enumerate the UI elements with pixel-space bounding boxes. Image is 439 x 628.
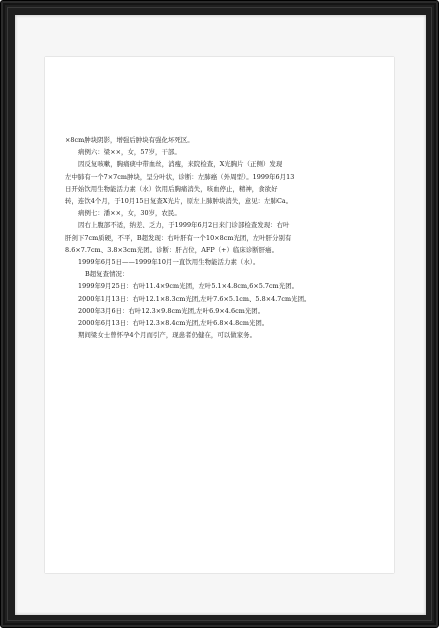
text-line: ×8cm肿块阴影，增强后肿块有强化坏死区。 <box>65 136 194 144</box>
text-line: 肝剑下7cm质硬，不平，B超发现：右叶肝有一个10×8cm光团，左叶肝分别有 <box>65 233 292 242</box>
text-line: 2000年6月13日：右叶12.3×8.4cm光团,左叶6.8×4.8cm光团。 <box>78 319 269 328</box>
document-body <box>65 134 377 341</box>
text-line: 8.6×7.7cm、3.8×3cm光团。诊断：肝占位，AFP（+）临床诊断肝癌。 <box>65 245 279 254</box>
text-line: 2000年1月13日：右叶12.1×8.3cm光团,左叶7.6×5.1cm、5.8×4.7cm光团。 <box>78 294 311 303</box>
text-line: 1999年6月5日——1999年10月一直饮用生物能活力素（水）。 <box>78 258 260 267</box>
text-line: B超复查情况： <box>85 270 129 279</box>
text-line: 期间梁女士曾怀孕4个月而引产，现患者仍健在，可以做家务。 <box>78 331 257 340</box>
text-line: 因反复咳嗽，胸痛痰中带血丝，消瘦，来院检查，X光胸片（正侧）发现 <box>78 160 283 169</box>
text-line: 1999年9月25日：右叶11.4×9cm光团，左叶5.1×4.8cm,6×5.7cm光团。 <box>78 282 299 291</box>
text-line: 转，连饮4个月，于10月15日复查X光片，原左上肺肿块消失，意见：左肺Ca。 <box>65 197 293 206</box>
document-page <box>45 57 394 573</box>
text-line: 病例七：潘××，女，30岁，农民。 <box>78 209 181 218</box>
text-line: 2000年3月6日：右叶12.3×9.8cm光团,左叶6.9×4.6cm光团。 <box>78 306 265 315</box>
text-line: 日开始饮用生物能活力素（水）饮用后胸痛消失，咳血停止，精神，食欲好 <box>65 184 278 193</box>
text-line: 因右上腹部不适，纳差、乏力，于1999年6月2日来门诊部检查发现：右叶 <box>78 221 290 230</box>
text-line: 病例六：梁××，女，57岁，干部。 <box>78 148 181 157</box>
text-line: 左中肺有一个7×7cm肿块，呈分叶状，诊断：左肺癌（外周型）。1999年6月13 <box>65 172 295 181</box>
